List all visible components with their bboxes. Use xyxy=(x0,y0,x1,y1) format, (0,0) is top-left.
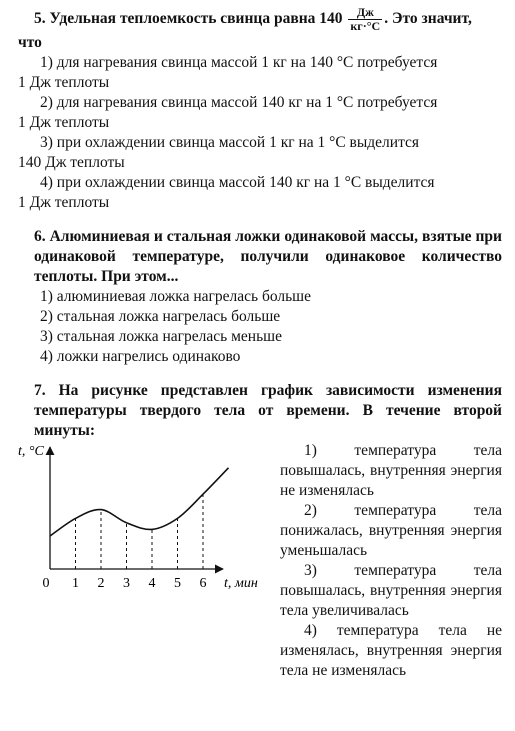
question-7-option[interactable]: 3) температура тела повышалась, внутренняя энергия тела увеличивалась xyxy=(280,562,502,619)
option-text-cont: 1 Дж теплоты xyxy=(18,74,110,91)
question-7-option[interactable]: 4) температура тела не изменялась, внутренняя энергия тела не изменялась xyxy=(280,622,502,679)
spacer xyxy=(18,367,502,381)
question-5-title-text: 5. Удельная теплоемкость свинца равна 140 xyxy=(34,10,343,28)
page xyxy=(18,6,502,731)
question-5-option[interactable] xyxy=(18,173,502,213)
question-6-option[interactable]: 2) стальная ложка нагрелась больше xyxy=(40,308,281,325)
question-6-option[interactable]: 1) алюминиевая ложка нагрелась больше xyxy=(40,288,311,305)
question-5-title xyxy=(34,6,502,33)
question-5-option[interactable] xyxy=(18,93,502,133)
question-5-option[interactable] xyxy=(18,53,502,93)
question-7-title: 7. На рисунке представлен график зависимости изменения температуры твердого тела от времени. В течение второй минуты: xyxy=(34,382,502,439)
question-7-options xyxy=(280,441,502,681)
y-axis-label xyxy=(18,444,44,459)
question-5-title-tail: . Это значит, xyxy=(384,10,472,28)
question-5-title-cont: что xyxy=(18,34,42,51)
unit-fraction xyxy=(348,6,382,33)
x-tick-label: 3 xyxy=(123,576,130,591)
option-text-cont: 1 Дж теплоты xyxy=(18,194,110,211)
question-6-option[interactable]: 3) стальная ложка нагрелась меньше xyxy=(40,328,282,345)
x-tick-label: 0 xyxy=(42,576,50,591)
question-6-option[interactable]: 4) ложки нагрелись одинаково xyxy=(40,348,241,365)
option-text: 2) для нагревания свинца массой 140 кг на 1 °С потребуется xyxy=(40,94,438,111)
option-text-cont: 1 Дж теплоты xyxy=(18,114,110,131)
spacer xyxy=(18,213,502,227)
x-axis-label: t, мин xyxy=(224,576,258,591)
y-axis-label-text: t, °С xyxy=(18,444,44,459)
x-tick-label: 2 xyxy=(97,576,105,591)
option-text: 4) при охлаждении свинца массой 140 кг на 1 °С выделится xyxy=(40,174,435,191)
dashed-guides xyxy=(76,494,204,569)
option-text-cont: 140 Дж теплоты xyxy=(18,154,125,171)
x-tick-label: 1 xyxy=(72,576,79,591)
x-tick-label: 6 xyxy=(199,576,207,591)
question-6-title: 6. Алюминиевая и стальная ложки одинаковой массы, взятые при одинаковой температуре, получили одинаковое количество теплоты. При этом... xyxy=(34,228,502,285)
temperature-time-chart xyxy=(18,441,278,591)
unit-numerator: Дж xyxy=(348,6,382,20)
temperature-curve xyxy=(50,468,229,536)
question-7-option[interactable]: 1) температура тела повышалась, внутренняя энергия не изменялась xyxy=(280,442,502,499)
x-tick-labels xyxy=(43,576,207,591)
x-tick-label: 4 xyxy=(148,576,156,591)
unit-denominator: кг·°С xyxy=(350,19,381,33)
question-5-option[interactable] xyxy=(18,133,502,173)
option-text: 1) для нагревания свинца массой 1 кг на 140 °С потребуется xyxy=(40,54,438,71)
x-tick-label: 5 xyxy=(174,576,181,591)
option-text: 3) при охлаждении свинца массой 1 кг на 1 °С выделится xyxy=(40,134,420,151)
question-7-option[interactable]: 2) температура тела понижалась, внутренняя энергия уменьшалась xyxy=(280,502,502,559)
question-7-body xyxy=(18,441,502,731)
